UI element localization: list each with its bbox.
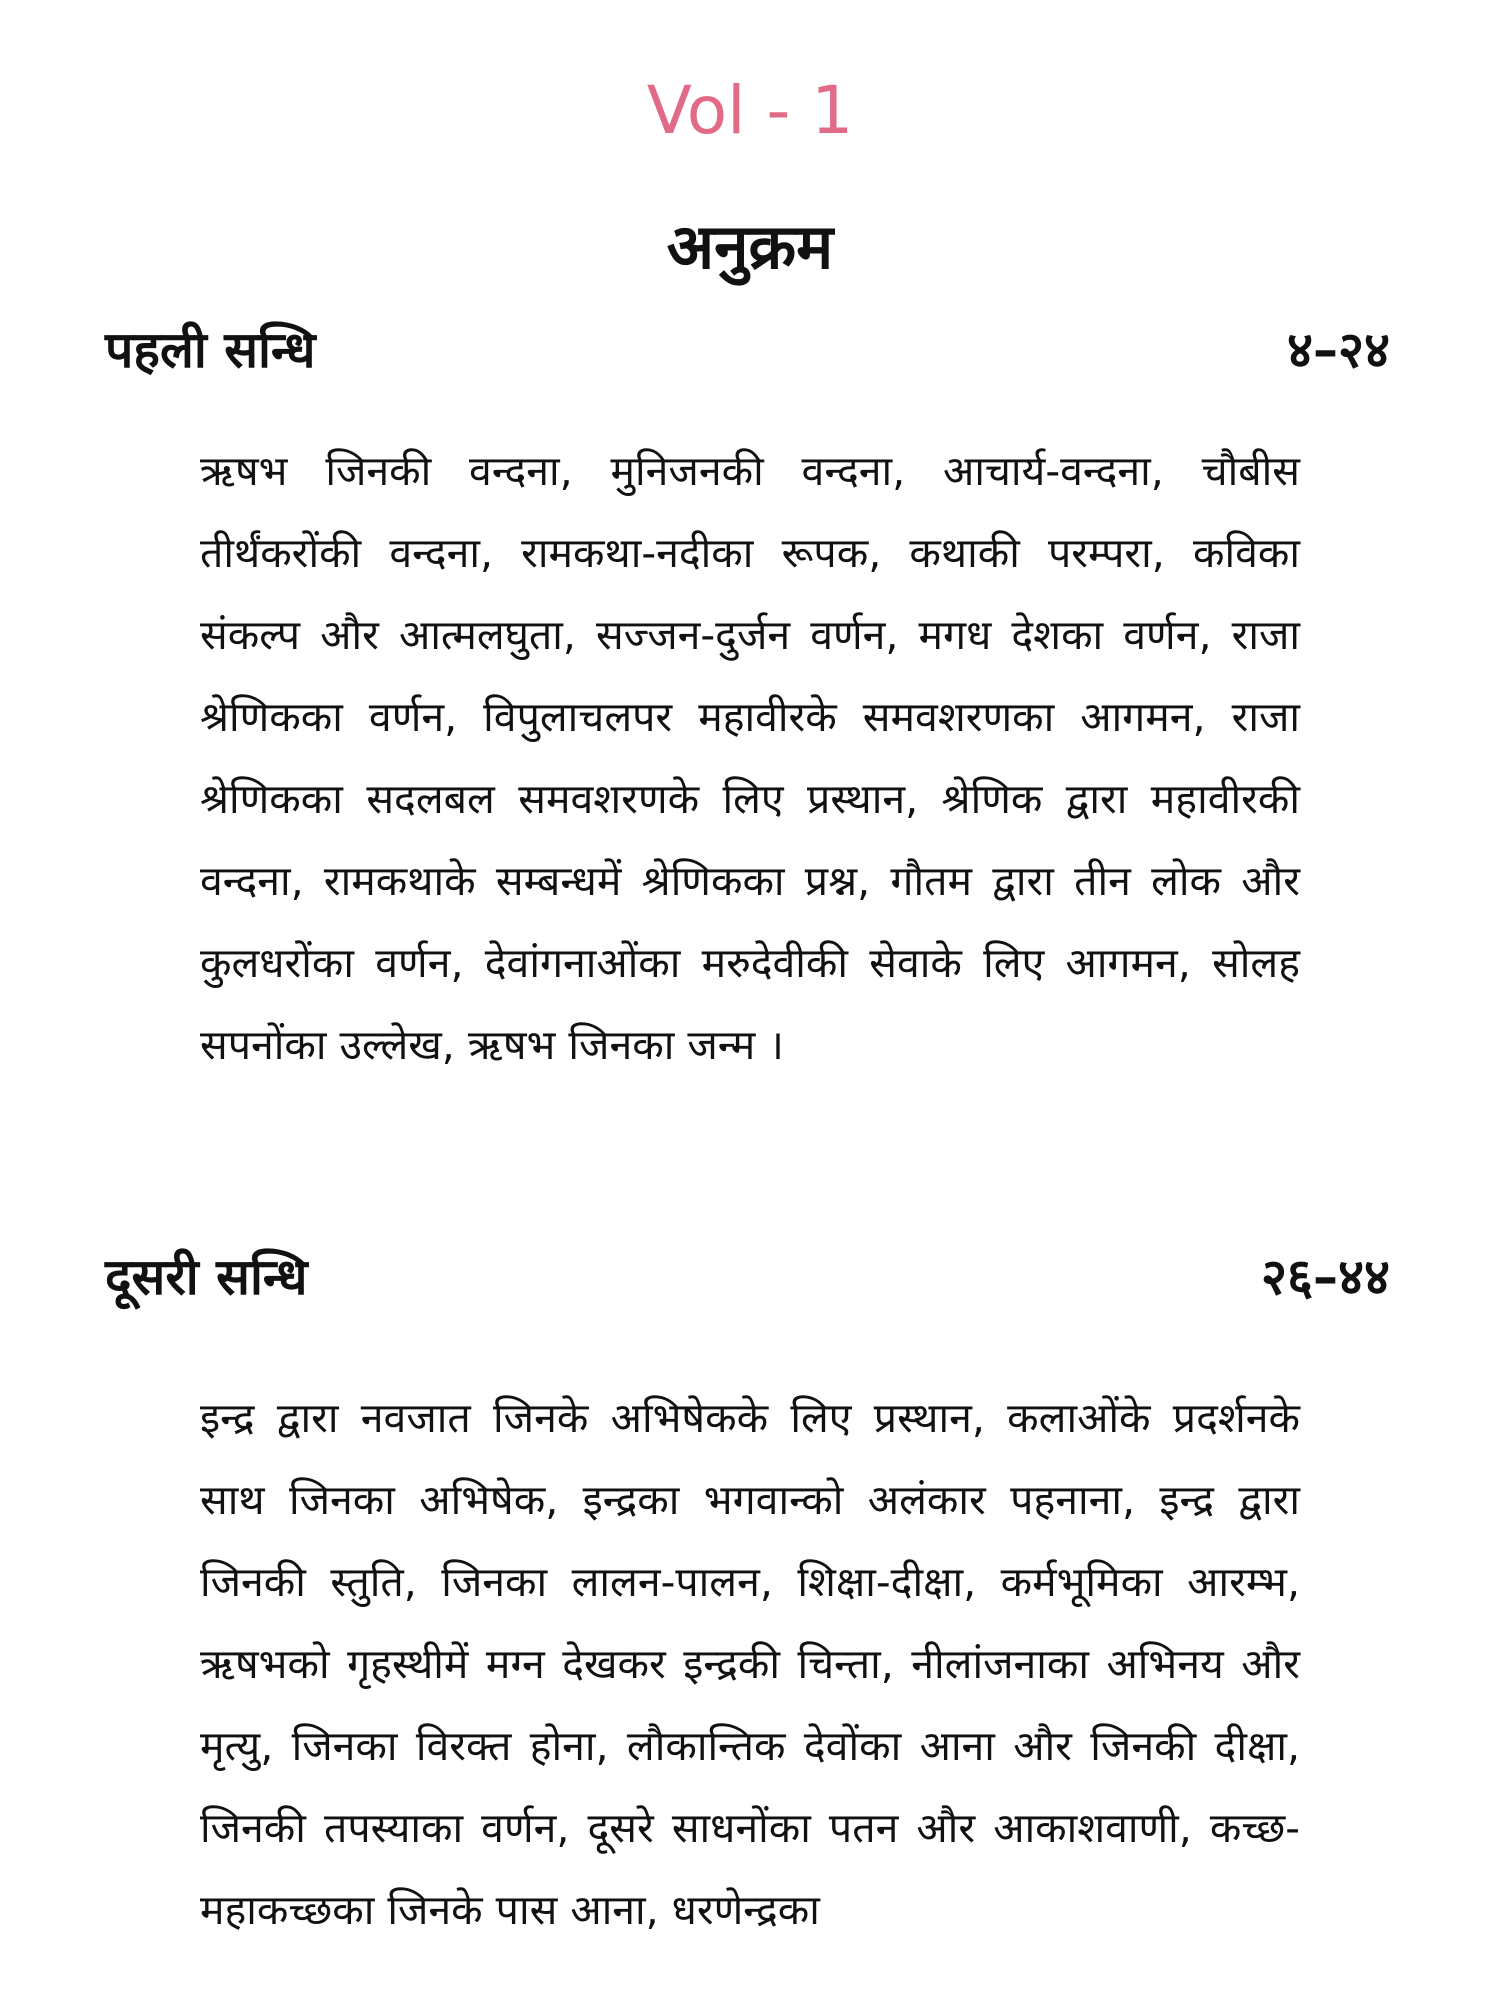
- section-page-range: २६–४४: [1261, 1248, 1390, 1306]
- section-page-range: ४–२४: [1287, 321, 1390, 379]
- contents-section-2: [0, 1245, 1500, 1934]
- section-title: पहली सन्धि: [105, 321, 316, 379]
- page-title: अनुक्रम: [666, 210, 834, 283]
- section-summary: इन्द्र द्वारा नवजात जिनके अभिषेकके लिए प्रस्थान, कलाओंके प्रदर्शनके साथ जिनका अभिषेक, इन्द्रका भगवान्को अलंकार पहनाना, इन्द्र द्वारा जिनकी स्तुति, जिनका लालन-पालन, शिक्षा-दीक्षा, कर्मभूमिका आरम्भ, ऋषभको गृहस्थीमें मग्न देखकर इन्द्रकी चिन्ता, नीलांजनाका अभिनय और मृत्यु, जिनका विरक्त होना, लौकान्तिक देवोंका आना और जिनकी दीक्षा, जिनकी तपस्याका वर्णन, दूसरे साधनोंका पतन और आकाशवाणी, कच्छ-महाकच्छका जिनके पास आना, धरणेन्द्रका: [200, 1394, 1300, 1934]
- section-summary: ऋषभ जिनकी वन्दना, मुनिजनकी वन्दना, आचार्य-वन्दना, चौबीस तीर्थंकरोंकी वन्दना, रामकथा-नदीका रूपक, कथाकी परम्परा, कविका संकल्प और आत्मलघुता, सज्जन-दुर्जन वर्णन, मगध देशका वर्णन, राजा श्रेणिकका वर्णन, विपुलाचलपर महावीरके समवशरणका आगमन, राजा श्रेणिकका सदलबल समवशरणके लिए प्रस्थान, श्रेणिक द्वारा महावीरकी वन्दना, रामकथाके सम्बन्धमें श्रेणिकका प्रश्न, गौतम द्वारा तीन लोक और कुलधरोंका वर्णन, देवांगनाओंका मरुदेवीकी सेवाके लिए आगमन, सोलह सपनोंका उल्लेख, ऋषभ जिनका जन्म ।: [200, 447, 1300, 1069]
- section-title: दूसरी सन्धि: [105, 1248, 308, 1306]
- section-header: [0, 318, 1500, 398]
- section-header: [0, 1245, 1500, 1325]
- contents-section-1: [0, 318, 1500, 1069]
- volume-label: Vol - 1: [646, 72, 854, 149]
